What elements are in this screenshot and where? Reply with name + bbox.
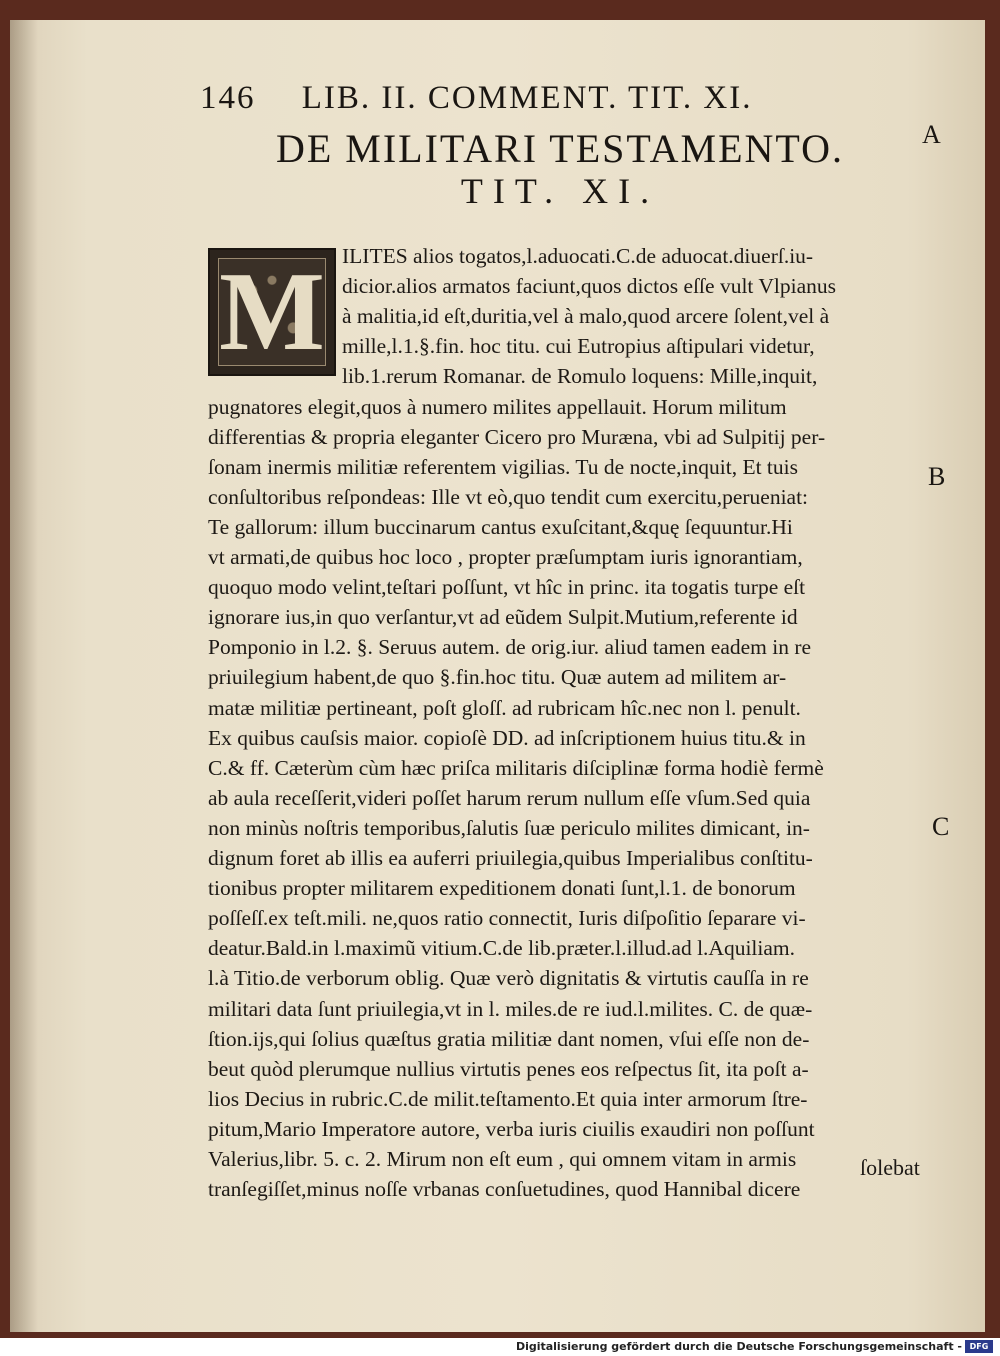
- running-title: LIB. II. COMMENT. TIT. XI.: [301, 80, 753, 116]
- text-line: ILITES alios togatos,l.aduocati.C.de aduocat.diuerſ.iu-: [342, 244, 814, 268]
- text-line: Pomponio in l.2. §. Seruus autem. de orig.iur. aliud tamen eadem in re: [208, 635, 812, 660]
- text-line: ab aula receſſerit,videri poſſet harum rerum nullum eſſe vſum.Sed quia: [208, 785, 811, 810]
- decorated-initial: [208, 248, 336, 376]
- initial-letter: M: [219, 250, 325, 374]
- spine-shadow: [10, 20, 38, 1332]
- text-line: matæ militiæ pertineant, poſt gloſſ. ad rubricam hîc.nec non l. penult.: [208, 695, 801, 720]
- text-line: vt armati,de quibus hoc loco , propter præſumptam iuris ignorantiam,: [208, 545, 803, 569]
- text-line: tranſegiſſet,minus noſſe vrbanas conſuetudines, quod Hannibal dicere: [208, 1177, 801, 1202]
- text-line: ſtion.ijs,qui ſolius quæſtus gratia militiæ dant nomen, vſui eſſe non de-: [208, 1026, 810, 1051]
- running-head: [200, 80, 840, 117]
- text-line: dignum foret ab illis ea auferri priuilegia,quibus Imperialibus conſtitu-: [208, 846, 813, 870]
- text-line: Te gallorum: illum buccinarum cantus exuſcitant,&quę ſequuntur.Hi: [208, 514, 793, 539]
- text-line: dicior.alios armatos faciunt,quos dictos eſſe vult Vlpianus: [342, 274, 837, 299]
- dfg-logo: DFG: [965, 1340, 993, 1353]
- text-line: Ex quibus cauſsis maior. copioſè DD. ad inſcriptionem huius titu.& in: [208, 725, 806, 750]
- text-line: lios Decius in rubric.C.de milit.teſtamento.Et quia inter armorum ſtre-: [208, 1086, 808, 1111]
- text-line: priuilegium habent,de quo §.fin.hoc titu. Quæ autem ad militem ar-: [208, 665, 787, 690]
- chapter-title: DE MILITARI TESTAMENTO.: [275, 126, 845, 171]
- text-line: pitum,Mario Imperatore autore, verba iuris ciuilis exaudiri non poſſunt: [208, 1116, 815, 1141]
- margin-letter-b: B: [928, 462, 946, 491]
- margin-letter-a: A: [922, 120, 941, 149]
- margin-letter-c: C: [932, 812, 950, 841]
- text-line: conſultoribus reſpondeas: Ille vt eò,quo tendit cum exercitu,perueniat:: [208, 484, 809, 509]
- page-number: 146: [200, 80, 256, 116]
- text-line: tionibus propter militarem expeditionem donati ſunt,l.1. de bonorum: [208, 876, 796, 901]
- text-line: ſonam inermis militiæ referentem vigilias. Tu de nocte,inquit, Et tuis: [208, 454, 798, 479]
- text-line: C.& ff. Cæterùm cùm hæc priſca militaris diſciplinæ forma hodiè fermè: [208, 755, 824, 780]
- text-line: differentias & propria eleganter Cicero pro Muræna, vbi ad Sulpitij per-: [208, 424, 826, 449]
- text-line: beut quòd plerumque nullius virtutis penes eos reſpectus ſit, ita poſt a-: [208, 1056, 809, 1081]
- footer-credit: Digitalisierung gefördert durch die Deutsche Forschungsgemeinschaft -: [515, 1340, 962, 1353]
- text-line: lib.1.rerum Romanar. de Romulo loquens: Mille,inquit,: [342, 364, 818, 389]
- text-line: à malitia,id eſt,duritia,vel à malo,quod arcere ſolent,vel à: [342, 304, 830, 329]
- text-line: Valerius,libr. 5. c. 2. Mirum non eſt eum , qui omnem vitam in armis: [208, 1147, 797, 1171]
- text-line: non minùs noſtris temporibus,ſalutis ſuæ periculo milites dimicant, in-: [208, 815, 810, 840]
- text-line: mille,l.1.§.fin. hoc titu. cui Eutropius aſtipulari videtur,: [342, 334, 815, 359]
- text-line: poſſeſſ.ex teſt.mili. ne,quos ratio connectit, Iuris diſpoſitio ſeparare vi-: [208, 906, 806, 931]
- text-line: deatur.Bald.in l.maximũ vitium.C.de lib.præter.l.illud.ad l.Aquiliam.: [208, 936, 796, 961]
- text-line: militari data ſunt priuilegia,vt in l. miles.de re iud.l.milites. C. de quæ-: [208, 996, 813, 1021]
- text-line: pugnatores elegit,quos à numero milites appellauit. Horum militum: [208, 394, 787, 419]
- chapter-subtitle: TIT. XI.: [460, 171, 660, 211]
- text-line: l.à Titio.de verborum oblig. Quæ verò dignitatis & virtutis cauſſa in re: [208, 966, 809, 991]
- catchword: ſolebat: [860, 1155, 920, 1180]
- text-line: ignorare ius,in quo verſantur,vt ad eũdem Sulpit.Mutium,referente id: [208, 605, 798, 630]
- text-line: quoquo modo velint,teſtari poſſunt, vt hîc in princ. ita togatis turpe eſt: [208, 575, 806, 600]
